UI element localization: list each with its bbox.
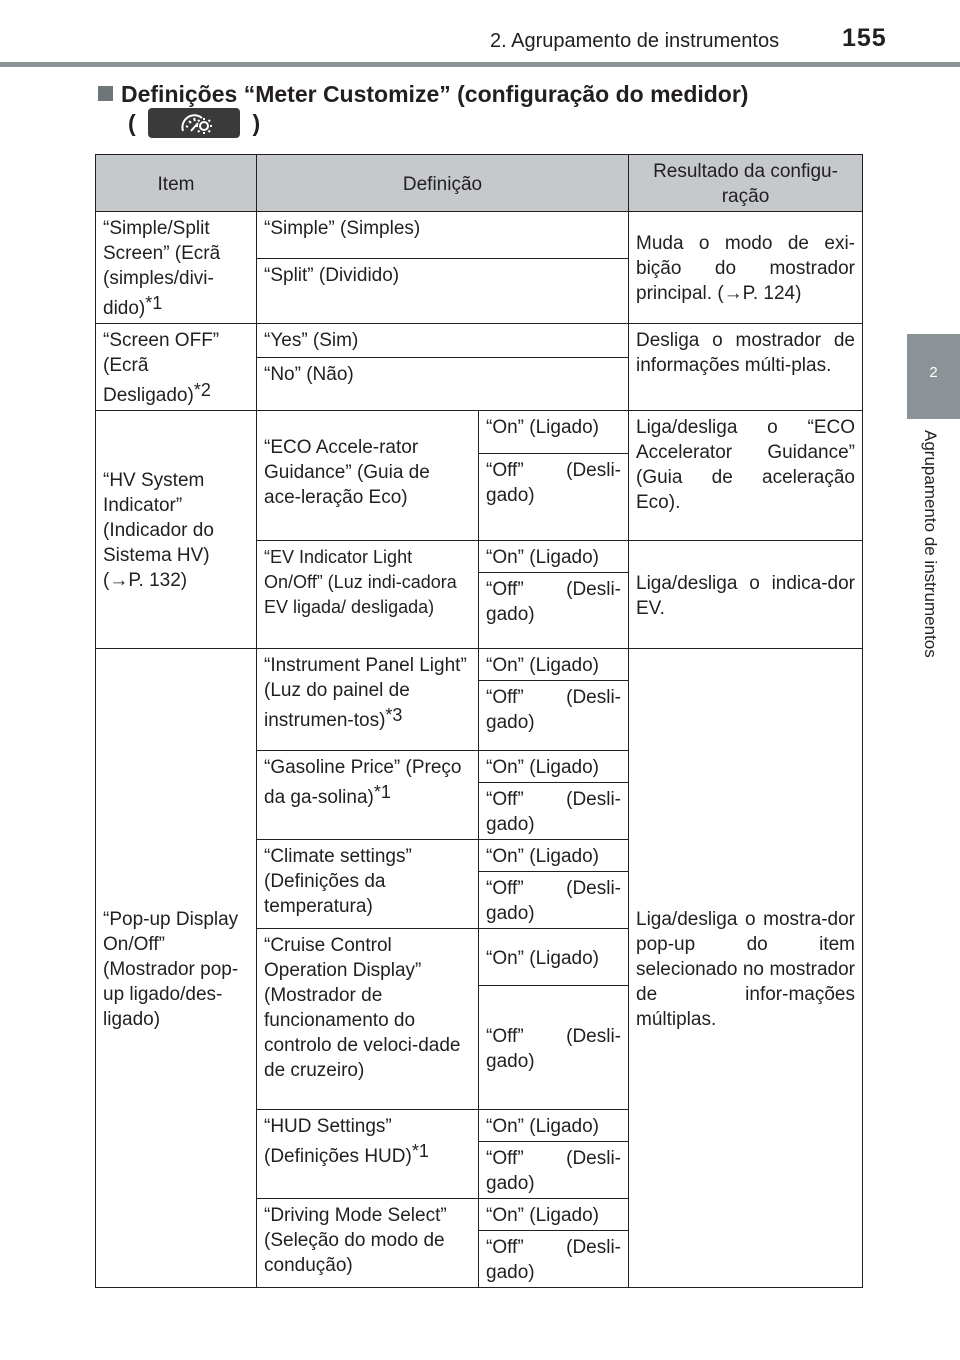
option-off: “Off” (Desli-gado) (479, 681, 629, 751)
definition-simple: “Simple” (Simples) (257, 212, 629, 259)
table-row (96, 411, 863, 454)
square-bullet-icon (98, 86, 113, 101)
chapter-tab-number: 2 (929, 364, 938, 381)
definition-instrument-panel-light: “Instrument Panel Light” (Luz do painel de instrumen-tos)*3 (257, 649, 479, 751)
definition-gasoline-price: “Gasoline Price” (Preço da ga-solina)*1 (257, 751, 479, 840)
footnote-mark: *1 (145, 293, 163, 313)
option-on: “On” (Ligado) (479, 649, 629, 681)
option-off: “Off” (Desli-gado) (479, 573, 629, 649)
chapter-tab (907, 334, 960, 419)
close-paren: ) (252, 110, 261, 136)
option-off: “Off” (Desli-gado) (479, 986, 629, 1110)
definition-yes: “Yes” (Sim) (257, 324, 629, 358)
header-definition: Definição (257, 155, 629, 212)
item-simple-split: “Simple/Split Screen” (Ecrã (simples/divi-dido)*1 (96, 212, 257, 324)
option-off: “Off” (Desli-gado) (479, 1142, 629, 1199)
result-popup-display: Liga/desliga o mostra-dor pop-up do item selecionado no mostrador de infor-mações múltiplas. (629, 649, 863, 1288)
definition-eco-guidance: “ECO Accele-rator Guidance” (Guia de ace-leração Eco) (257, 411, 479, 541)
table-row (96, 212, 863, 259)
meter-settings-icon (148, 108, 240, 138)
chapter-tab-label: Agrupamento de instrumentos (921, 430, 940, 658)
section-heading (98, 78, 748, 110)
section-heading-icon-line (128, 108, 260, 138)
section-heading-text: Definições “Meter Customize” (configuração do medidor) (121, 81, 749, 107)
option-off: “Off” (Desli-gado) (479, 454, 629, 541)
footnote-mark: *1 (411, 1141, 429, 1161)
definition-climate-settings: “Climate settings” (Definições da temperatura) (257, 840, 479, 929)
option-off: “Off” (Desli-gado) (479, 783, 629, 840)
definition-no: “No” (Não) (257, 357, 629, 410)
header-rule (0, 62, 960, 67)
definition-hud-settings: “HUD Settings” (Definições HUD)*1 (257, 1110, 479, 1199)
result-screen-off: Desliga o mostrador de informações múlti-plas. (629, 324, 863, 411)
running-header-title: 2. Agrupamento de instrumentos (490, 30, 780, 52)
page-number: 155 (842, 24, 887, 52)
option-on: “On” (Ligado) (479, 541, 629, 573)
result-ev-indicator: Liga/desliga o indica-dor EV. (629, 541, 863, 649)
table-header-row (96, 155, 863, 212)
footnote-mark: *3 (385, 705, 403, 725)
definition-split: “Split” (Dividido) (257, 258, 629, 323)
option-off: “Off” (Desli-gado) (479, 1231, 629, 1288)
option-on: “On” (Ligado) (479, 840, 629, 872)
item-hv-system: “HV System Indicator” (Indicador do Sistema HV) (→P. 132) (96, 411, 257, 649)
item-popup-display: “Pop-up Display On/Off” (Mostrador pop-up ligado/des-ligado) (96, 649, 257, 1288)
definition-cruise-control: “Cruise Control Operation Display” (Mostrador de funcionamento do controlo de veloci-dade de cruzeiro) (257, 929, 479, 1110)
table-row (96, 649, 863, 681)
footnote-mark: *2 (193, 380, 211, 400)
open-paren: ( (128, 110, 136, 136)
header-item: Item (96, 155, 257, 212)
footnote-mark: *1 (373, 782, 391, 802)
option-on: “On” (Ligado) (479, 751, 629, 783)
option-on: “On” (Ligado) (479, 411, 629, 454)
result-eco-guidance: Liga/desliga o “ECO Accelerator Guidance” (Guia de aceleração Eco). (629, 411, 863, 541)
header-result: Resultado da configu-ração (629, 155, 863, 212)
definition-driving-mode-select: “Driving Mode Select” (Seleção do modo de condução) (257, 1199, 479, 1288)
option-off: “Off” (Desli-gado) (479, 872, 629, 929)
result-simple-split: Muda o modo de exi-bição do mostrador principal. (→P. 124) (629, 212, 863, 324)
meter-customize-table (95, 154, 863, 1288)
definition-ev-indicator: “EV Indicator Light On/Off” (Luz indi-cadora EV ligada/ desligada) (257, 541, 479, 649)
option-on: “On” (Ligado) (479, 1199, 629, 1231)
item-screen-off: “Screen OFF” (Ecrã Desligado)*2 (96, 324, 257, 411)
table-row (96, 324, 863, 358)
option-on: “On” (Ligado) (479, 1110, 629, 1142)
option-on: “On” (Ligado) (479, 929, 629, 986)
